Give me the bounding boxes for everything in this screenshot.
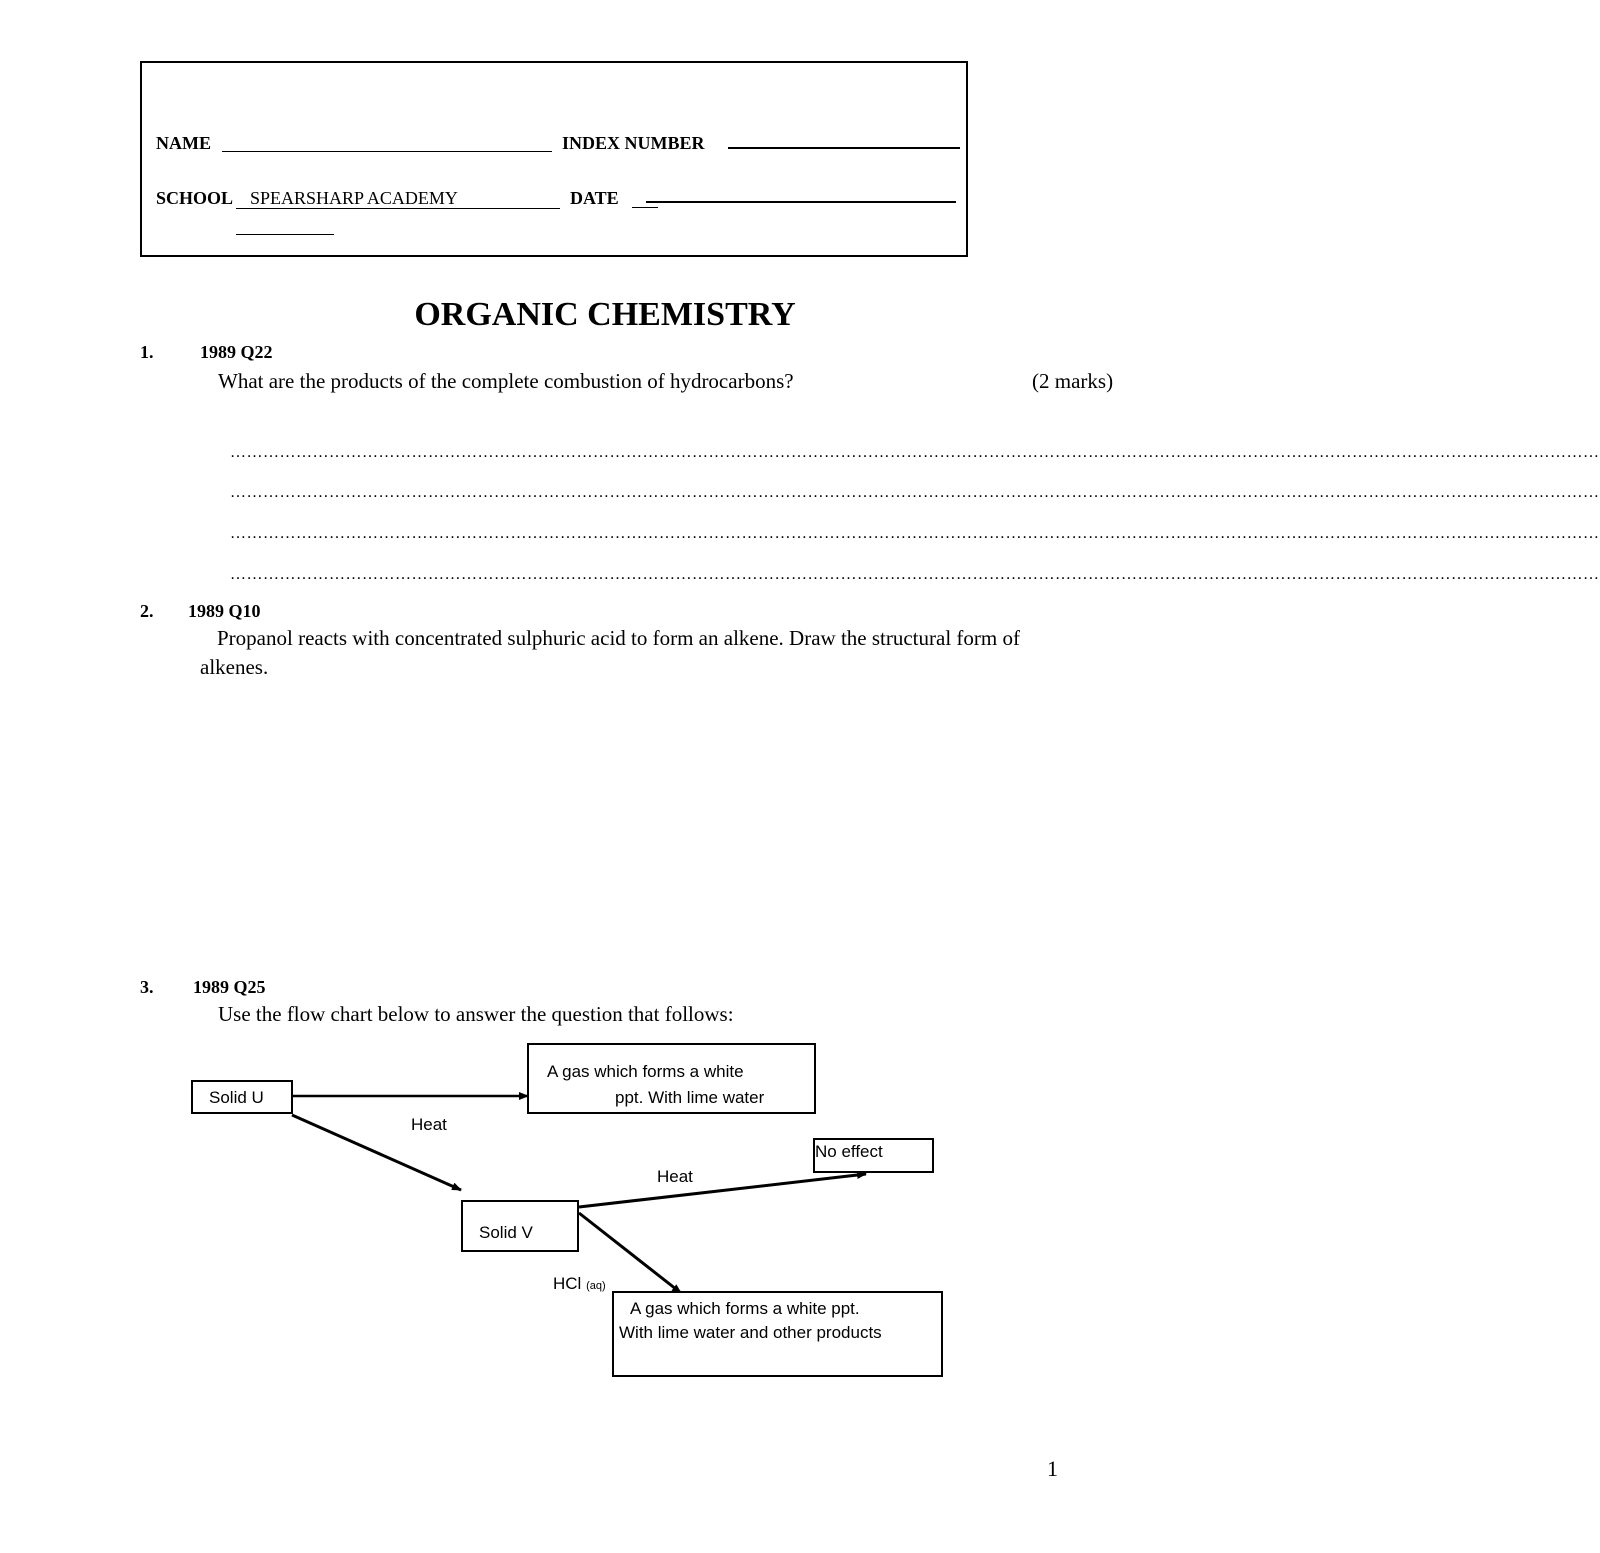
question-2-number: 2. bbox=[140, 601, 154, 621]
question-1-number: 1. bbox=[140, 342, 154, 362]
gas-box-1-line-1: A gas which forms a white bbox=[547, 1062, 744, 1081]
school-label: SCHOOL bbox=[156, 188, 234, 208]
question-2-ref: 1989 Q10 bbox=[188, 601, 261, 621]
hcl-state: (aq) bbox=[586, 1280, 606, 1292]
solid-v-box bbox=[461, 1200, 579, 1252]
gas-box-2-line-1: A gas which forms a white ppt. bbox=[630, 1299, 860, 1318]
gas-box-2 bbox=[612, 1291, 943, 1377]
no-effect-box bbox=[813, 1138, 934, 1173]
gas-box-1-line-2: ppt. With lime water bbox=[615, 1088, 765, 1107]
answer-line-2[interactable]: …………………………………………………………………………………………………………………………………………………………………………………………………………………………… bbox=[230, 484, 1600, 501]
name-label: NAME bbox=[156, 133, 211, 153]
question-3-text: Use the flow chart below to answer the question that follows: bbox=[218, 1002, 734, 1026]
question-2-text-line-1: Propanol reacts with concentrated sulphuric acid to form an alkene. Draw the structural form of bbox=[217, 626, 1020, 650]
gas-box-1 bbox=[527, 1043, 816, 1114]
question-3-ref: 1989 Q25 bbox=[193, 977, 266, 997]
date-label: DATE bbox=[570, 188, 619, 208]
question-3-number: 3. bbox=[140, 977, 154, 997]
gas-box-2-line-2: With lime water and other products bbox=[619, 1323, 882, 1342]
question-2-text-line-2: alkenes. bbox=[200, 655, 269, 679]
question-1-ref: 1989 Q22 bbox=[200, 342, 273, 362]
page-number: 1 bbox=[1047, 1456, 1058, 1481]
solid-v-label: Solid V bbox=[479, 1223, 533, 1242]
heat-label-2: Heat bbox=[657, 1167, 693, 1186]
answer-line-3[interactable]: …………………………………………………………………………………………………………………………………………………………………………………………………………………………… bbox=[230, 525, 1600, 542]
answer-line-4[interactable]: …………………………………………………………………………………………………………………………………………………………………………………………………………………………… bbox=[230, 566, 1600, 583]
question-1-marks: (2 marks) bbox=[1032, 369, 1114, 393]
solid-u-box bbox=[191, 1080, 293, 1114]
solid-u-label: Solid U bbox=[209, 1088, 264, 1107]
index-number-label: INDEX NUMBER bbox=[562, 133, 705, 153]
answer-line-1[interactable]: …………………………………………………………………………………………………………………………………………………………………………………………………………………………… bbox=[230, 444, 1600, 461]
arrow-v-to-no-effect bbox=[579, 1174, 866, 1207]
question-1-text: What are the products of the complete combustion of hydrocarbons? bbox=[218, 369, 794, 393]
hcl-label bbox=[553, 1274, 606, 1294]
hcl-formula: HCl bbox=[553, 1274, 582, 1293]
heat-label-1: Heat bbox=[411, 1115, 447, 1134]
page-title: ORGANIC CHEMISTRY bbox=[414, 296, 796, 333]
no-effect-label: No effect bbox=[815, 1142, 883, 1161]
school-value: SPEARSHARP ACADEMY bbox=[250, 188, 458, 208]
